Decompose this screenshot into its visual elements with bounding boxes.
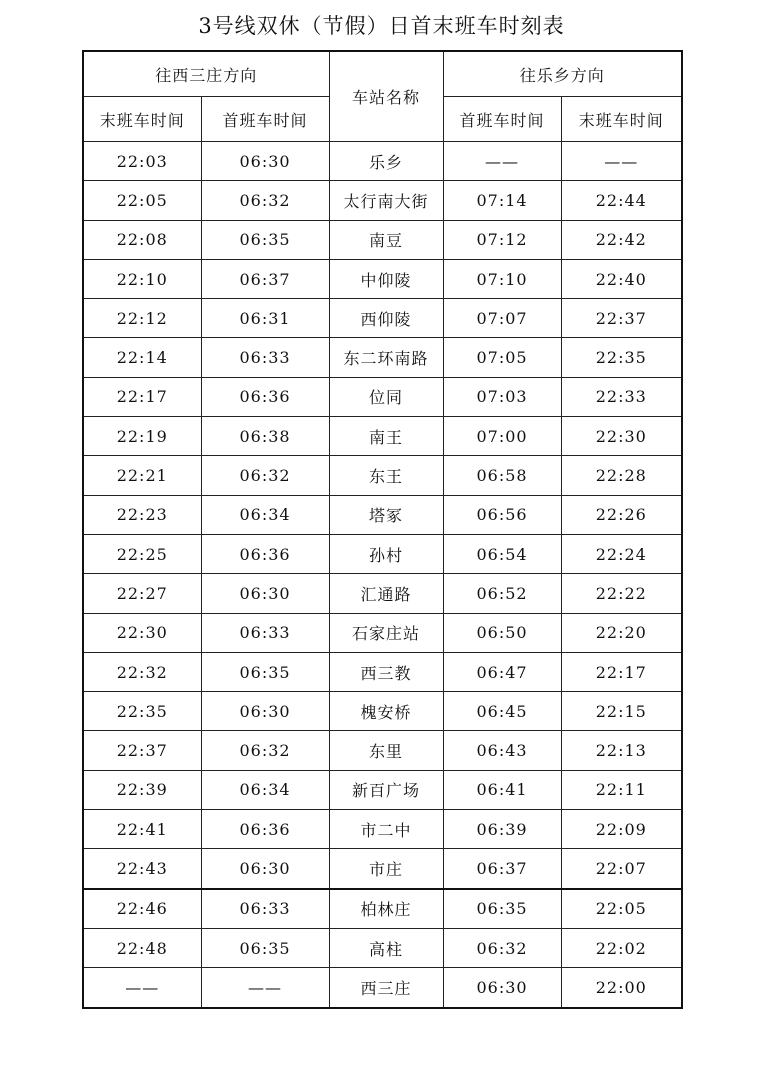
- station-name-cell: 东里: [329, 731, 443, 770]
- table-row: [83, 259, 682, 298]
- station-name-cell: 位同: [329, 377, 443, 416]
- table-row: [83, 652, 682, 691]
- east-first-train-cell: 06:45: [443, 692, 561, 731]
- east-first-train-cell: 07:05: [443, 338, 561, 377]
- west-first-train-cell: 06:36: [201, 534, 329, 573]
- station-name-cell: 西仰陵: [329, 299, 443, 338]
- east-first-train-cell: 06:50: [443, 613, 561, 652]
- west-last-train-cell: 22:39: [83, 770, 201, 809]
- east-first-train-cell: 06:32: [443, 928, 561, 967]
- west-last-train-cell: 22:37: [83, 731, 201, 770]
- east-last-train-cell: 22:28: [561, 456, 682, 495]
- west-last-train-cell: 22:32: [83, 652, 201, 691]
- table-row: [83, 770, 682, 809]
- west-last-train-cell: 22:41: [83, 810, 201, 849]
- west-first-train-cell: 06:37: [201, 259, 329, 298]
- west-last-train-cell: 22:03: [83, 142, 201, 181]
- station-name-cell: 东二环南路: [329, 338, 443, 377]
- station-name-cell: 柏林庄: [329, 889, 443, 929]
- east-last-train-cell: 22:24: [561, 534, 682, 573]
- east-last-train-cell: 22:30: [561, 417, 682, 456]
- west-last-train-cell: ——: [83, 968, 201, 1008]
- east-last-train-cell: 22:35: [561, 338, 682, 377]
- east-first-train-cell: 07:00: [443, 417, 561, 456]
- table-row: [83, 731, 682, 770]
- east-last-train-cell: 22:07: [561, 849, 682, 889]
- east-first-train-cell: 07:14: [443, 181, 561, 220]
- table-row: [83, 417, 682, 456]
- east-last-train-cell: 22:13: [561, 731, 682, 770]
- east-last-train-cell: 22:37: [561, 299, 682, 338]
- east-last-train-cell: 22:02: [561, 928, 682, 967]
- station-name-cell: 槐安桥: [329, 692, 443, 731]
- east-last-train-cell: 22:40: [561, 259, 682, 298]
- east-first-train-cell: 06:58: [443, 456, 561, 495]
- timetable-body: [83, 142, 682, 1008]
- east-last-train-cell: ——: [561, 142, 682, 181]
- table-row: [83, 495, 682, 534]
- east-first-train-cell: 06:35: [443, 889, 561, 929]
- west-last-train-cell: 22:46: [83, 889, 201, 929]
- east-last-train-cell: 22:00: [561, 968, 682, 1008]
- station-name-cell: 市二中: [329, 810, 443, 849]
- west-first-train-header: 首班车时间: [201, 97, 329, 142]
- east-first-train-cell: 07:07: [443, 299, 561, 338]
- east-first-train-cell: 06:52: [443, 574, 561, 613]
- west-first-train-cell: 06:30: [201, 692, 329, 731]
- east-last-train-cell: 22:22: [561, 574, 682, 613]
- table-row: [83, 534, 682, 573]
- west-first-train-cell: ——: [201, 968, 329, 1008]
- west-first-train-cell: 06:34: [201, 770, 329, 809]
- station-name-cell: 孙村: [329, 534, 443, 573]
- east-first-train-cell: ——: [443, 142, 561, 181]
- east-last-train-cell: 22:44: [561, 181, 682, 220]
- west-first-train-cell: 06:35: [201, 652, 329, 691]
- timetable: [82, 50, 683, 1009]
- west-first-train-cell: 06:35: [201, 220, 329, 259]
- table-row: [83, 299, 682, 338]
- east-first-train-header: 首班车时间: [443, 97, 561, 142]
- west-last-train-cell: 22:21: [83, 456, 201, 495]
- west-last-train-cell: 22:25: [83, 534, 201, 573]
- east-first-train-cell: 06:54: [443, 534, 561, 573]
- east-first-train-cell: 06:41: [443, 770, 561, 809]
- east-last-train-cell: 22:15: [561, 692, 682, 731]
- page-title: 3号线双休（节假）日首末班车时刻表: [198, 14, 565, 38]
- east-last-train-cell: 22:33: [561, 377, 682, 416]
- station-name-cell: 新百广场: [329, 770, 443, 809]
- east-first-train-cell: 06:30: [443, 968, 561, 1008]
- east-last-train-cell: 22:11: [561, 770, 682, 809]
- west-last-train-cell: 22:48: [83, 928, 201, 967]
- east-last-train-cell: 22:20: [561, 613, 682, 652]
- west-first-train-cell: 06:30: [201, 142, 329, 181]
- west-last-train-cell: 22:35: [83, 692, 201, 731]
- west-last-train-cell: 22:08: [83, 220, 201, 259]
- west-first-train-cell: 06:33: [201, 338, 329, 377]
- west-last-train-cell: 22:10: [83, 259, 201, 298]
- station-name-cell: 高柱: [329, 928, 443, 967]
- west-first-train-cell: 06:33: [201, 613, 329, 652]
- east-last-train-cell: 22:42: [561, 220, 682, 259]
- table-row: [83, 377, 682, 416]
- table-row: [83, 220, 682, 259]
- station-name-cell: 中仰陵: [329, 259, 443, 298]
- west-first-train-cell: 06:36: [201, 810, 329, 849]
- west-first-train-cell: 06:30: [201, 574, 329, 613]
- east-last-train-cell: 22:09: [561, 810, 682, 849]
- table-row: [83, 692, 682, 731]
- east-last-train-header: 末班车时间: [561, 97, 682, 142]
- table-row: [83, 181, 682, 220]
- station-name-cell: 汇通路: [329, 574, 443, 613]
- west-last-train-cell: 22:19: [83, 417, 201, 456]
- station-name-cell: 乐乡: [329, 142, 443, 181]
- station-name-cell: 西三庄: [329, 968, 443, 1008]
- west-last-train-cell: 22:05: [83, 181, 201, 220]
- east-first-train-cell: 06:39: [443, 810, 561, 849]
- west-last-train-header: 末班车时间: [83, 97, 201, 142]
- west-first-train-cell: 06:38: [201, 417, 329, 456]
- west-first-train-cell: 06:36: [201, 377, 329, 416]
- east-last-train-cell: 22:17: [561, 652, 682, 691]
- table-row: [83, 338, 682, 377]
- west-first-train-cell: 06:34: [201, 495, 329, 534]
- west-first-train-cell: 06:32: [201, 181, 329, 220]
- table-row: [83, 968, 682, 1008]
- west-first-train-cell: 06:33: [201, 889, 329, 929]
- station-name-cell: 市庄: [329, 849, 443, 889]
- west-last-train-cell: 22:17: [83, 377, 201, 416]
- west-first-train-cell: 06:32: [201, 731, 329, 770]
- west-first-train-cell: 06:35: [201, 928, 329, 967]
- station-name-cell: 南豆: [329, 220, 443, 259]
- west-first-train-cell: 06:30: [201, 849, 329, 889]
- east-first-train-cell: 06:37: [443, 849, 561, 889]
- station-name-cell: 太行南大街: [329, 181, 443, 220]
- table-row: [83, 142, 682, 181]
- table-row: [83, 456, 682, 495]
- station-name-cell: 塔冢: [329, 495, 443, 534]
- station-name-cell: 石家庄站: [329, 613, 443, 652]
- east-first-train-cell: 06:43: [443, 731, 561, 770]
- east-first-train-cell: 06:56: [443, 495, 561, 534]
- east-last-train-cell: 22:26: [561, 495, 682, 534]
- west-last-train-cell: 22:23: [83, 495, 201, 534]
- west-last-train-cell: 22:43: [83, 849, 201, 889]
- table-row: [83, 810, 682, 849]
- station-name-header: 车站名称: [329, 51, 443, 142]
- table-row: [83, 849, 682, 889]
- west-last-train-cell: 22:12: [83, 299, 201, 338]
- east-first-train-cell: 07:03: [443, 377, 561, 416]
- station-name-cell: 南王: [329, 417, 443, 456]
- west-first-train-cell: 06:32: [201, 456, 329, 495]
- table-row: [83, 928, 682, 967]
- east-first-train-cell: 07:10: [443, 259, 561, 298]
- table-row: [83, 613, 682, 652]
- east-first-train-cell: 07:12: [443, 220, 561, 259]
- west-last-train-cell: 22:30: [83, 613, 201, 652]
- east-first-train-cell: 06:47: [443, 652, 561, 691]
- west-direction-header: 往西三庄方向: [83, 51, 329, 97]
- station-name-cell: 东王: [329, 456, 443, 495]
- west-first-train-cell: 06:31: [201, 299, 329, 338]
- table-row: [83, 889, 682, 929]
- west-last-train-cell: 22:14: [83, 338, 201, 377]
- east-last-train-cell: 22:05: [561, 889, 682, 929]
- table-row: [83, 574, 682, 613]
- east-direction-header: 往乐乡方向: [443, 51, 682, 97]
- station-name-cell: 西三教: [329, 652, 443, 691]
- west-last-train-cell: 22:27: [83, 574, 201, 613]
